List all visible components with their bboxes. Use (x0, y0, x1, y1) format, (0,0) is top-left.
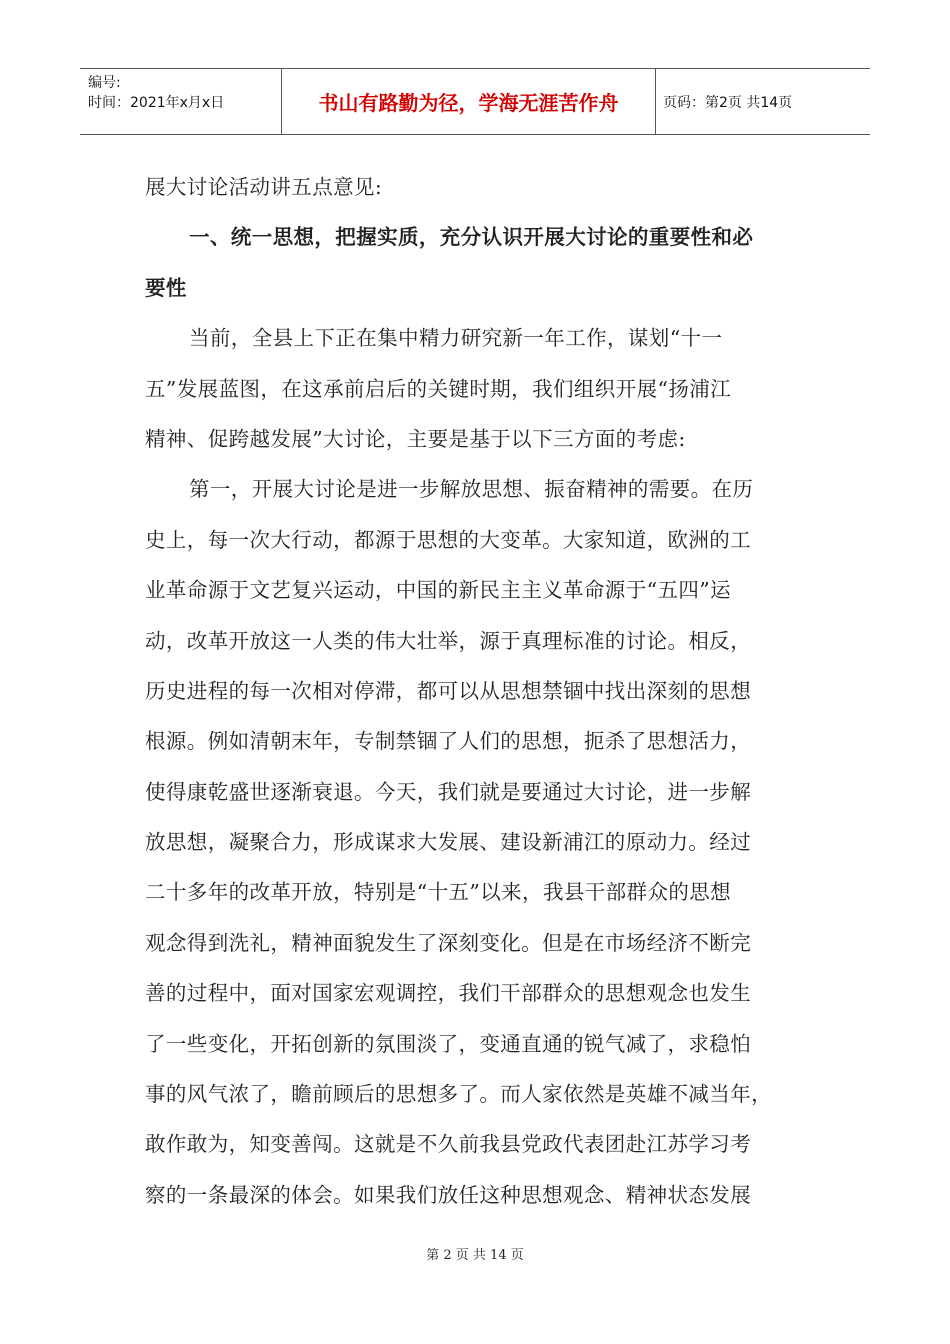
body-line: 善的过程中，面对国家宏观调控，我们干部群众的思想观念也发生 (145, 981, 752, 1006)
page-footer: 第 2 页 共 14 页 (426, 1248, 524, 1263)
body-line: 业革命源于文艺复兴运动，中国的新民主主义革命源于“五四”运 (145, 578, 732, 603)
header-motto: 书山有路勤为径，学海无涯苦作舟 (281, 69, 656, 134)
body-line: 展大讨论活动讲五点意见: (145, 175, 383, 199)
body-line: 历史进程的每一次相对停滞，都可以从思想禁锢中找出深刻的思想 (145, 678, 752, 703)
body-line: 敢作敢为，知变善闯。这就是不久前我县党政代表团赴江苏学习考 (145, 1132, 752, 1157)
body-line: 动，改革开放这一人类的伟大壮举，源于真理标准的讨论。相反， (145, 628, 752, 653)
body-line: 了一些变化，开拓创新的氛围淡了，变通直通的锐气减了，求稳怕 (145, 1031, 752, 1056)
body-line: 放思想，凝聚合力，形成谋求大发展、建设新浦江的原动力。经过 (145, 830, 752, 855)
time-label: 时间：2021年x月x日 (88, 95, 225, 111)
body-line: 二十多年的改革开放，特别是“十五”以来，我县干部群众的思想 (145, 880, 732, 905)
document-body (145, 162, 805, 1220)
header-meta (80, 69, 281, 134)
body-line: 精神、促跨越发展”大讨论，主要是基于以下三方面的考虑: (145, 426, 686, 451)
body-line: 史上，每一次大行动，都源于思想的大变革。大家知道，欧洲的工 (145, 527, 752, 552)
body-line: 察的一条最深的体会。如果我们放任这种思想观念、精神状态发展 (145, 1182, 752, 1207)
section-heading: 一、统一思想，把握实质，充分认识开展大讨论的重要性和必 (189, 225, 754, 250)
body-line: 第一，开展大讨论是进一步解放思想、振奋精神的需要。在历 (189, 477, 754, 502)
header-page-info: 页码：第2页 共14页 (663, 94, 793, 111)
body-line: 根源。例如清朝末年，专制禁锢了人们的思想，扼杀了思想活力， (145, 729, 752, 754)
body-line: 使得康乾盛世逐渐衰退。今天，我们就是要通过大讨论，进一步解 (145, 779, 752, 804)
body-line: 事的风气浓了，瞻前顾后的思想多了。而人家依然是英雄不减当年， (145, 1082, 772, 1107)
body-line: 五”发展蓝图，在这承前启后的关键时期，我们组织开展“扬浦江 (145, 376, 732, 401)
page-header (80, 68, 870, 135)
body-line: 当前，全县上下正在集中精力研究新一年工作，谋划“十一 (189, 326, 723, 351)
number-label: 编号: (88, 75, 121, 91)
body-line: 观念得到洗礼，精神面貌发生了深刻变化。但是在市场经济不断完 (145, 930, 752, 955)
section-heading-cont: 要性 (145, 275, 187, 300)
